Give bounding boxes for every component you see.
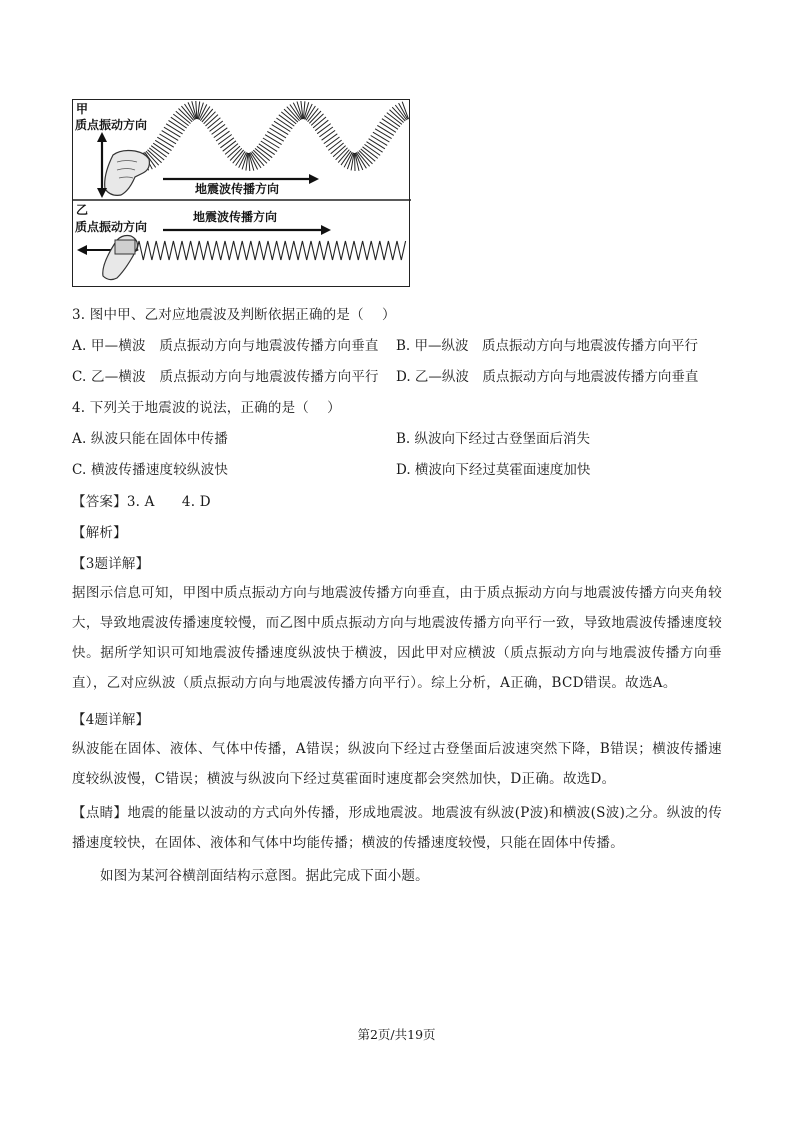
answer-tag: 【答案】 [72,494,127,510]
tip-tag: 【点睛】 [72,805,128,821]
question-4-option-d: D. 横波向下经过莫霍面速度加快 [396,462,591,478]
detail-4-text: 纵波能在固体、液体、气体中传播，A错误；纵波向下经过古登堡面后波速突然下降，B错误；横波传播速度较纵波慢，C错误；横波与纵波向下经过莫霍面时速度都会突然加快，D正确。故选D。 [72,741,722,787]
tip-paragraph [72,798,722,860]
question-3-option-a: A. 甲—横波 质点振动方向与地震波传播方向垂直 [72,338,379,354]
vibration-label-b: 质点振动方向 [75,220,148,234]
page-footer: 第2页/共19页 [357,1027,436,1042]
propagation-label-b: 地震波传播方向 [193,210,278,224]
question-3-option-d: D. 乙—纵波 质点振动方向与地震波传播方向垂直 [396,369,699,385]
detail-3-text: 据图示信息可知，甲图中质点振动方向与地震波传播方向垂直，由于质点振动方向与地震波传播方向夹角较大，导致地震波传播速度较慢，而乙图中质点振动方向与地震波传播方向平行一致，导致地震波传播速度较快。据所学知识可知地震波传播速度纵波快于横波，因此甲对应横波（质点振动方向与地震波传播方向垂直），乙对应纵波（质点振动方向与地震波传播方向平行）。综上分析，A正确，BCD错误。故选A。 [72,585,722,691]
hand-icon-a [105,151,150,196]
question-3-option-c: C. 乙—横波 质点振动方向与地震波传播方向平行 [72,369,379,385]
question-4-option-b: B. 纵波向下经过古登堡面后消失 [396,431,591,447]
answer-text: 3. A 4. D [126,494,211,510]
panel-label-b: 乙 [76,203,89,217]
vibration-label-a: 质点振动方向 [75,118,148,132]
question-3-option-b: B. 甲—纵波 质点振动方向与地震波传播方向平行 [396,338,699,354]
question-4-option-a: A. 纵波只能在固体中传播 [72,431,228,447]
panel-label-a: 甲 [76,102,89,116]
transverse-wave-spring [143,101,409,171]
propagation-label-a: 地震波传播方向 [195,182,280,196]
question-4-stem: 4. 下列关于地震波的说法，正确的是（ ） [72,400,341,416]
longitudinal-wave-spring [137,241,406,260]
question-3-stem: 3. 图中甲、乙对应地震波及判断依据正确的是（ ） [72,307,396,323]
analysis-tag: 【解析】 [72,525,127,541]
next-section-intro: 如图为某河谷横剖面结构示意图。据此完成下面小题。 [100,868,429,884]
question-4-option-c: C. 横波传播速度较纵波快 [72,462,229,478]
detail-3-tag: 【3题详解】 [72,556,150,572]
seismic-wave-figure [72,99,410,287]
tip-text: 地震的能量以波动的方式向外传播，形成地震波。地震波有纵波(P波)和横波(S波)之分。纵波的传播速度较快，在固体、液体和气体中均能传播；横波的传播速度较慢，只能在固体中传播。 [72,805,722,851]
detail-4-tag: 【4题详解】 [72,712,150,728]
answer-line [72,493,211,511]
